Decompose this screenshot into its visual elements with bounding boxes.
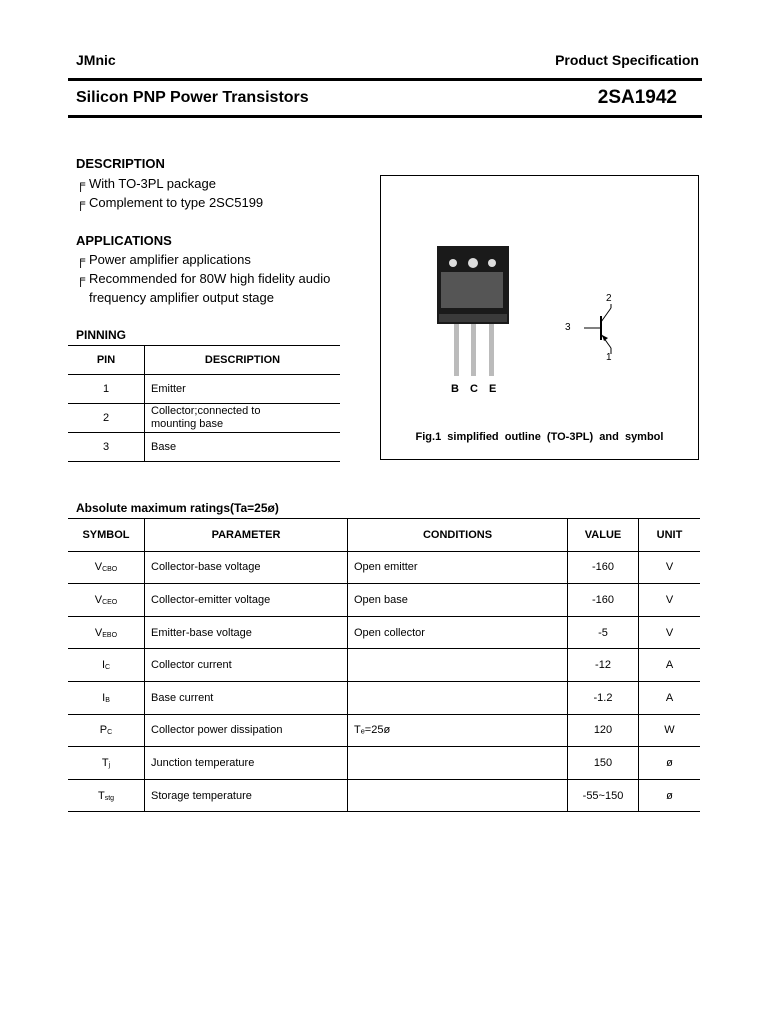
symbol-pin-1: 1 — [606, 352, 612, 363]
header-rule-bottom — [68, 115, 702, 118]
table-row: IC Collector current -12 A — [68, 649, 700, 682]
pinning-heading: PINNING — [76, 328, 127, 342]
description-column-header: DESCRIPTION — [145, 346, 341, 375]
to3pl-package-outline — [381, 176, 698, 459]
product-title: Silicon PNP Power Transistors — [76, 89, 309, 106]
table-row: 2 Collector;connected to mounting base — [68, 404, 340, 433]
applications-heading: APPLICATIONS — [76, 233, 172, 248]
figure-caption: Fig.1 simplified outline (TO-3PL) and symbol — [415, 431, 664, 443]
table-row: IB Base current -1.2 A — [68, 681, 700, 714]
table-row: VEBO Emitter-base voltage Open collector -5 V — [68, 616, 700, 649]
application-item: frequency amplifier output stage — [89, 290, 274, 305]
table-row: PC Collector power dissipation Tₑ=25ø 120 W — [68, 714, 700, 747]
lead-label-c: C — [470, 383, 478, 395]
symbol-pin-3: 3 — [565, 322, 571, 333]
value-column-header: VALUE — [568, 519, 639, 552]
part-number: 2SA1942 — [597, 87, 677, 108]
description-heading: DESCRIPTION — [76, 156, 165, 171]
pin-column-header: PIN — [68, 346, 145, 375]
table-row: Tj Junction temperature 150 ø — [68, 747, 700, 780]
description-item: ╒ With TO-3PL package — [76, 176, 216, 191]
company-name: JMnic — [76, 52, 116, 68]
table-row: 3 Base — [68, 433, 340, 462]
pinning-table — [68, 345, 340, 462]
table-row: 1 Emitter — [68, 375, 340, 404]
symbol-pin-2: 2 — [606, 293, 612, 304]
header-rule-top — [68, 78, 702, 81]
table-row: Tstg Storage temperature -55~150 ø — [68, 779, 700, 812]
ratings-heading: Absolute maximum ratings(Ta=25ø) — [76, 501, 279, 515]
figure-box — [380, 175, 699, 460]
conditions-column-header: CONDITIONS — [348, 519, 568, 552]
doc-type: Product Specification — [555, 52, 699, 68]
parameter-column-header: PARAMETER — [145, 519, 348, 552]
table-row: VCEO Collector-emitter voltage Open base -160 V — [68, 584, 700, 617]
unit-column-header: UNIT — [639, 519, 701, 552]
description-item: ╒ Complement to type 2SC5199 — [76, 195, 264, 210]
symbol-column-header: SYMBOL — [68, 519, 145, 552]
lead-label-e: E — [489, 383, 497, 395]
lead-label-b: B — [451, 383, 459, 395]
application-item: ╒ Recommended for 80W high fidelity audio — [76, 271, 331, 286]
ratings-table — [68, 518, 700, 812]
table-row: VCBO Collector-base voltage Open emitter -160 V — [68, 551, 700, 584]
application-item: ╒ Power amplifier applications — [76, 252, 251, 267]
